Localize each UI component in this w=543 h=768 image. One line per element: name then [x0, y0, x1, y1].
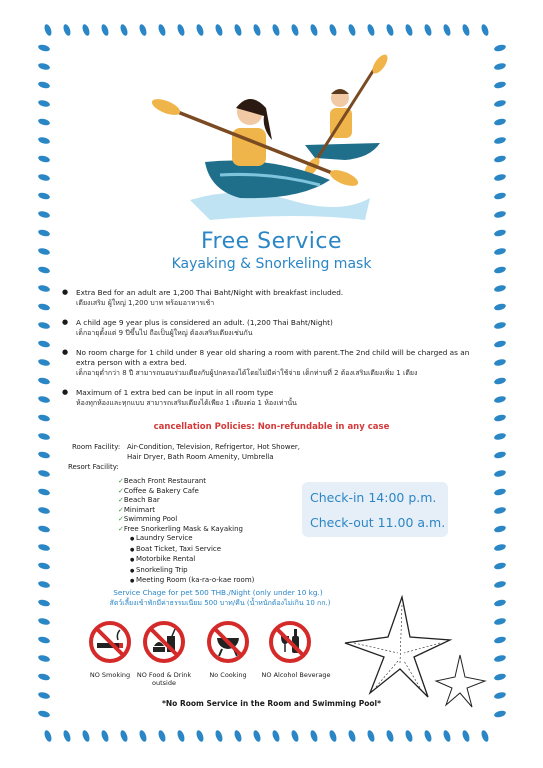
no-food-drink-icon — [142, 620, 186, 664]
list-item: ✓ Free Snorkerling Mask & Kayaking — [118, 525, 254, 535]
border-dash — [347, 23, 357, 36]
border-dash — [493, 617, 506, 626]
border-dash — [493, 284, 506, 293]
border-dash — [366, 23, 376, 36]
border-dash — [37, 284, 50, 293]
border-dash — [37, 395, 50, 404]
border-dash — [493, 654, 506, 663]
border-dash — [493, 173, 506, 182]
border-dash — [493, 118, 506, 127]
border-dash — [493, 432, 506, 441]
border-dash — [195, 729, 205, 742]
border-dash — [480, 23, 490, 36]
border-dash — [37, 654, 50, 663]
border-dash — [37, 358, 50, 367]
border-dash — [442, 729, 452, 742]
border-dash — [385, 729, 395, 742]
large-starfish — [345, 597, 450, 697]
border-dash — [62, 729, 72, 742]
prohibition-label: No Cooking — [209, 671, 247, 679]
border-dash — [493, 525, 506, 534]
border-dash — [404, 23, 414, 36]
border-dash — [37, 432, 50, 441]
border-dash — [493, 210, 506, 219]
border-dash — [493, 136, 506, 145]
policy-th: ห้องทุกห้องและทุกแบบ สามารถเสริมเตียงได้เพียง 1 เตียงต่อ 1 ห้องเท่านั้น — [76, 399, 297, 407]
border-dash — [493, 358, 506, 367]
border-dash — [290, 729, 300, 742]
border-dash — [493, 321, 506, 330]
border-dash — [493, 636, 506, 645]
border-dash — [37, 303, 50, 312]
room-facility-line: Air-Condition, Television, Refrigertor, Hot Shower, — [127, 443, 300, 451]
prohibition-label: NO Smoking — [89, 671, 131, 679]
border-dash — [328, 23, 338, 36]
border-dash — [493, 710, 506, 719]
border-dash — [157, 729, 167, 742]
resort-facility-label: Resort Facility: — [68, 463, 119, 471]
border-dash — [366, 729, 376, 742]
pet-fee-th: สัตว์เลี้ยงเข้าพักมีค่าธรรมเนียม 500 บาท/คืน (น้ำหนักต้องไม่เกิน 10 กก.) — [109, 599, 331, 607]
border-dash — [37, 321, 50, 330]
border-dash — [100, 729, 110, 742]
list-item — [62, 388, 482, 408]
border-dash — [493, 673, 506, 682]
list-item: ✓ Beach Bar — [118, 496, 254, 506]
border-dash — [493, 155, 506, 164]
policy-th: เด็กอายุตั้งแต่ 9 ปีขึ้นไป ถือเป็นผู้ใหญ่ ต้องเสริมเตียงเช่นกัน — [76, 329, 253, 337]
border-dash — [493, 377, 506, 386]
border-dash — [37, 155, 50, 164]
border-dash — [37, 173, 50, 182]
border-dash — [493, 451, 506, 460]
border-dash — [37, 599, 50, 608]
border-dash — [493, 580, 506, 589]
border-dash — [37, 377, 50, 386]
border-dash — [37, 469, 50, 478]
border-dash — [214, 23, 224, 36]
border-dash — [493, 488, 506, 497]
list-item — [62, 318, 482, 338]
border-dash — [37, 81, 50, 90]
border-dash — [37, 636, 50, 645]
list-item — [62, 348, 482, 378]
page-title: Free Service — [201, 229, 342, 254]
border-dash — [43, 23, 53, 36]
border-dash — [37, 62, 50, 71]
border-dash — [423, 729, 433, 742]
list-item: ● Boat Ticket, Taxi Service — [118, 545, 254, 556]
list-item — [62, 288, 482, 308]
border-dash — [37, 562, 50, 571]
border-dash — [195, 23, 205, 36]
border-dash — [37, 673, 50, 682]
border-dash — [493, 340, 506, 349]
policy-en: ● No room charge for 1 child under 8 year old sharing a room with parent.The 2nd child will be charged as an extra person with a extra bed. — [76, 348, 470, 367]
list-item: ● Laundry Service — [118, 534, 254, 545]
list-item: ● Motorbike Rental — [118, 555, 254, 566]
policy-en: ● Extra Bed for an adult are 1,200 Thai Baht/Night with breakfast included. — [76, 288, 344, 297]
border-dash — [37, 525, 50, 534]
border-dash — [37, 44, 50, 53]
border-dash — [176, 23, 186, 36]
border-dash — [62, 23, 72, 36]
border-dash — [493, 81, 506, 90]
border-dash — [493, 44, 506, 53]
border-dash — [233, 729, 243, 742]
no-cooking-icon — [206, 620, 250, 664]
list-item: ● Snorkeling Trip — [118, 566, 254, 577]
border-dash — [252, 23, 262, 36]
policy-th: เด็กอายุต่ำกว่า 8 ปี สามารถนอนร่วมเตียงกับผู้ปกครองได้โดยไม่มีค่าใช้จ่าย เด็กท่านที่ 2 ต้องเสริมเตียงเพิ่ม 1 เตียง — [76, 369, 418, 377]
border-dash — [493, 62, 506, 71]
border-dash — [493, 192, 506, 201]
list-item: ● Meeting Room (ka-ra-o-kae room) — [118, 576, 254, 587]
border-dash — [252, 729, 262, 742]
border-dash — [138, 23, 148, 36]
list-item: ✓ Beach Front Restaurant — [118, 477, 254, 487]
footer-note: *No Room Service in the Room and Swimming Pool* — [161, 699, 381, 708]
no-alcohol-icon — [268, 620, 312, 664]
border-dash — [480, 729, 490, 742]
border-dash — [37, 118, 50, 127]
border-dash — [309, 23, 319, 36]
border-dash — [37, 99, 50, 108]
border-dash — [493, 599, 506, 608]
checkin-checkout-box — [302, 482, 448, 537]
border-dash — [385, 23, 395, 36]
border-dash — [423, 23, 433, 36]
water-splash — [190, 193, 370, 221]
resort-facility-list — [118, 477, 254, 587]
border-dash — [138, 729, 148, 742]
cancellation-policy: cancellation Policies: Non-refundable in any case — [153, 422, 390, 432]
border-dash — [37, 136, 50, 145]
policy-en: ● Maximum of 1 extra bed can be input in all room type — [76, 388, 274, 397]
border-dash — [461, 729, 471, 742]
border-dash — [493, 506, 506, 515]
border-dash — [233, 23, 243, 36]
starfish-illustration — [340, 595, 490, 710]
kayakers-illustration — [150, 50, 400, 230]
border-dash — [214, 729, 224, 742]
border-dash — [81, 729, 91, 742]
border-dash — [493, 543, 506, 552]
border-dash — [100, 23, 110, 36]
border-dash — [37, 488, 50, 497]
border-dash — [81, 23, 91, 36]
border-dash — [290, 23, 300, 36]
border-dash — [493, 99, 506, 108]
border-dash — [157, 23, 167, 36]
border-dash — [271, 23, 281, 36]
border-dash — [37, 710, 50, 719]
border-dash — [37, 617, 50, 626]
checkin-time: Check-in 14:00 p.m. — [310, 490, 437, 505]
border-dash — [493, 395, 506, 404]
list-item: ✓ Coffee & Bakery Cafe — [118, 487, 254, 497]
pet-fee-en: Service Chage for pet 500 THB./Night (only under 10 kg.) — [113, 588, 323, 597]
border-dash — [442, 23, 452, 36]
border-dash — [461, 23, 471, 36]
border-dash — [493, 469, 506, 478]
room-facility-line: Hair Dryer, Bath Room Amenity, Umbrella — [127, 453, 274, 461]
list-item: ✓ Minimart — [118, 506, 254, 516]
border-dash — [309, 729, 319, 742]
border-dash — [271, 729, 281, 742]
checkout-time: Check-out 11.00 a.m. — [310, 515, 446, 530]
border-dash — [328, 729, 338, 742]
border-dash — [37, 340, 50, 349]
border-dash — [37, 543, 50, 552]
policy-en: ● A child age 9 year plus is considered an adult. (1,200 Thai Baht/Night) — [76, 318, 333, 327]
border-dash — [119, 23, 129, 36]
border-dash — [37, 210, 50, 219]
border-dash — [37, 506, 50, 515]
border-dash — [176, 729, 186, 742]
border-dash — [37, 451, 50, 460]
border-dash — [493, 303, 506, 312]
border-dash — [404, 729, 414, 742]
no-smoking-icon — [88, 620, 132, 664]
prohibition-label: NO Alcohol Beverage — [261, 671, 331, 679]
page-subtitle: Kayaking & Snorkeling mask — [171, 256, 372, 272]
list-item: ✓ Swimming Pool — [118, 515, 254, 525]
policy-list — [62, 288, 482, 418]
border-dash — [493, 562, 506, 571]
room-facility-label: Room Facility: — [72, 443, 121, 451]
border-dash — [43, 729, 53, 742]
border-dash — [347, 729, 357, 742]
policy-th: เตียงเสริม ผู้ใหญ่ 1,200 บาท พร้อมอาหารเช้า — [76, 299, 215, 307]
border-dash — [37, 580, 50, 589]
border-dash — [37, 192, 50, 201]
prohibition-label: NO Food & Drink outside — [136, 671, 192, 687]
border-dash — [119, 729, 129, 742]
